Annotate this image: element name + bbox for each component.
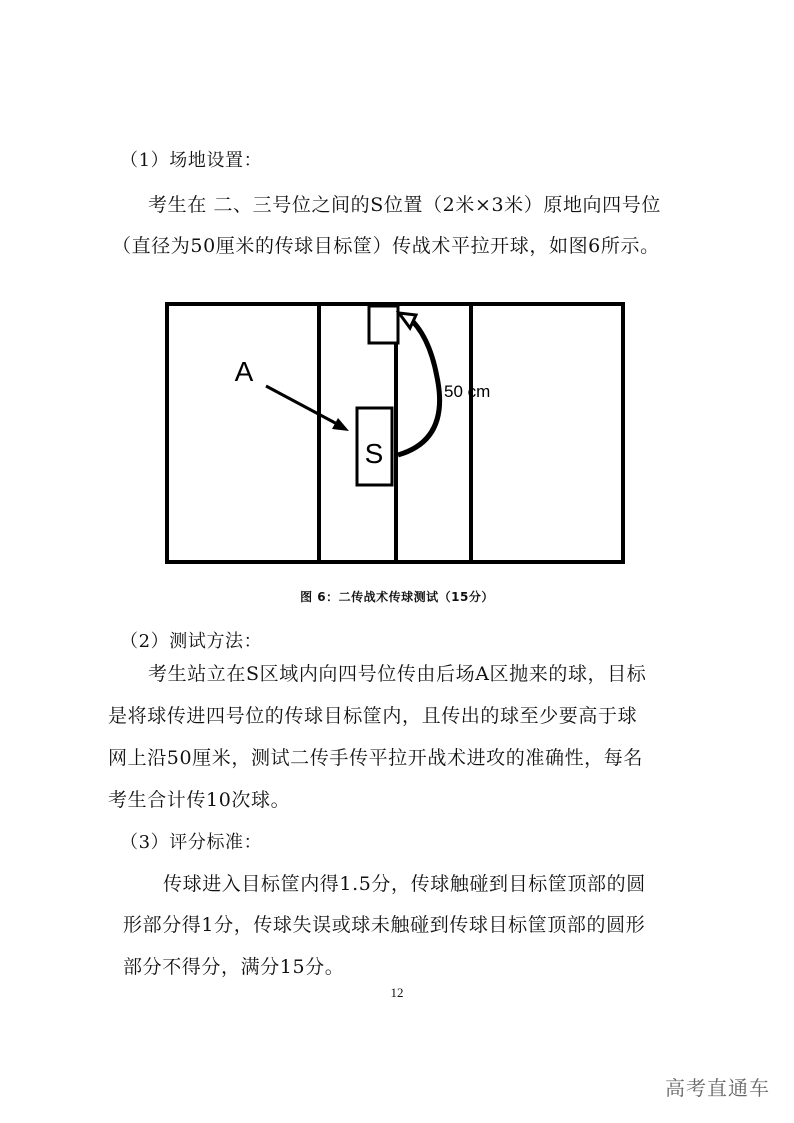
a-to-s-arrow-head <box>332 418 349 431</box>
area-a-label: A <box>234 356 254 387</box>
section-1-line-2: （直径为50厘米的传球目标筐）传战术平拉开球，如图6所示。 <box>112 235 660 257</box>
section-1-heading: （1）场地设置： <box>120 150 263 171</box>
section-2-line-2: 是将球传进四号位的传球目标筐内，且传出的球至少要高于球 <box>108 705 638 727</box>
height-label: 50 cm <box>444 382 491 401</box>
target-basket-box <box>369 306 398 343</box>
figure-caption: 图 6：二传战术传球测试（15分） <box>300 590 494 604</box>
a-to-s-arrow-shaft <box>266 386 339 425</box>
s-zone-label: S <box>364 438 384 469</box>
section-3-line-1: 传球进入目标筐内得1.5分，传球触碰到目标筐顶部的圆 <box>163 873 646 895</box>
height-arc <box>398 316 440 455</box>
section-3-line-3: 部分不得分，满分15分。 <box>123 956 345 978</box>
section-1-line-1: 考生在 二、三号位之间的S位置（2米×3米）原地向四号位 <box>148 194 661 216</box>
section-3-line-2: 形部分得1分，传球失误或球未触碰到传球目标筐顶部的圆形 <box>123 914 646 936</box>
section-2-line-3: 网上沿50厘米，测试二传手传平拉开战术进攻的准确性，每名 <box>108 747 643 769</box>
page-number: 12 <box>390 985 404 1000</box>
watermark: 高考直通车 <box>665 1076 770 1100</box>
section-2-line-4: 考生合计传10次球。 <box>108 789 291 811</box>
section-2-heading: （2）测试方法： <box>120 631 263 652</box>
section-3-heading: （3）评分标准： <box>120 832 263 853</box>
section-2-line-1: 考生站立在S区域内向四号位传由后场A区抛来的球，目标 <box>148 663 647 685</box>
